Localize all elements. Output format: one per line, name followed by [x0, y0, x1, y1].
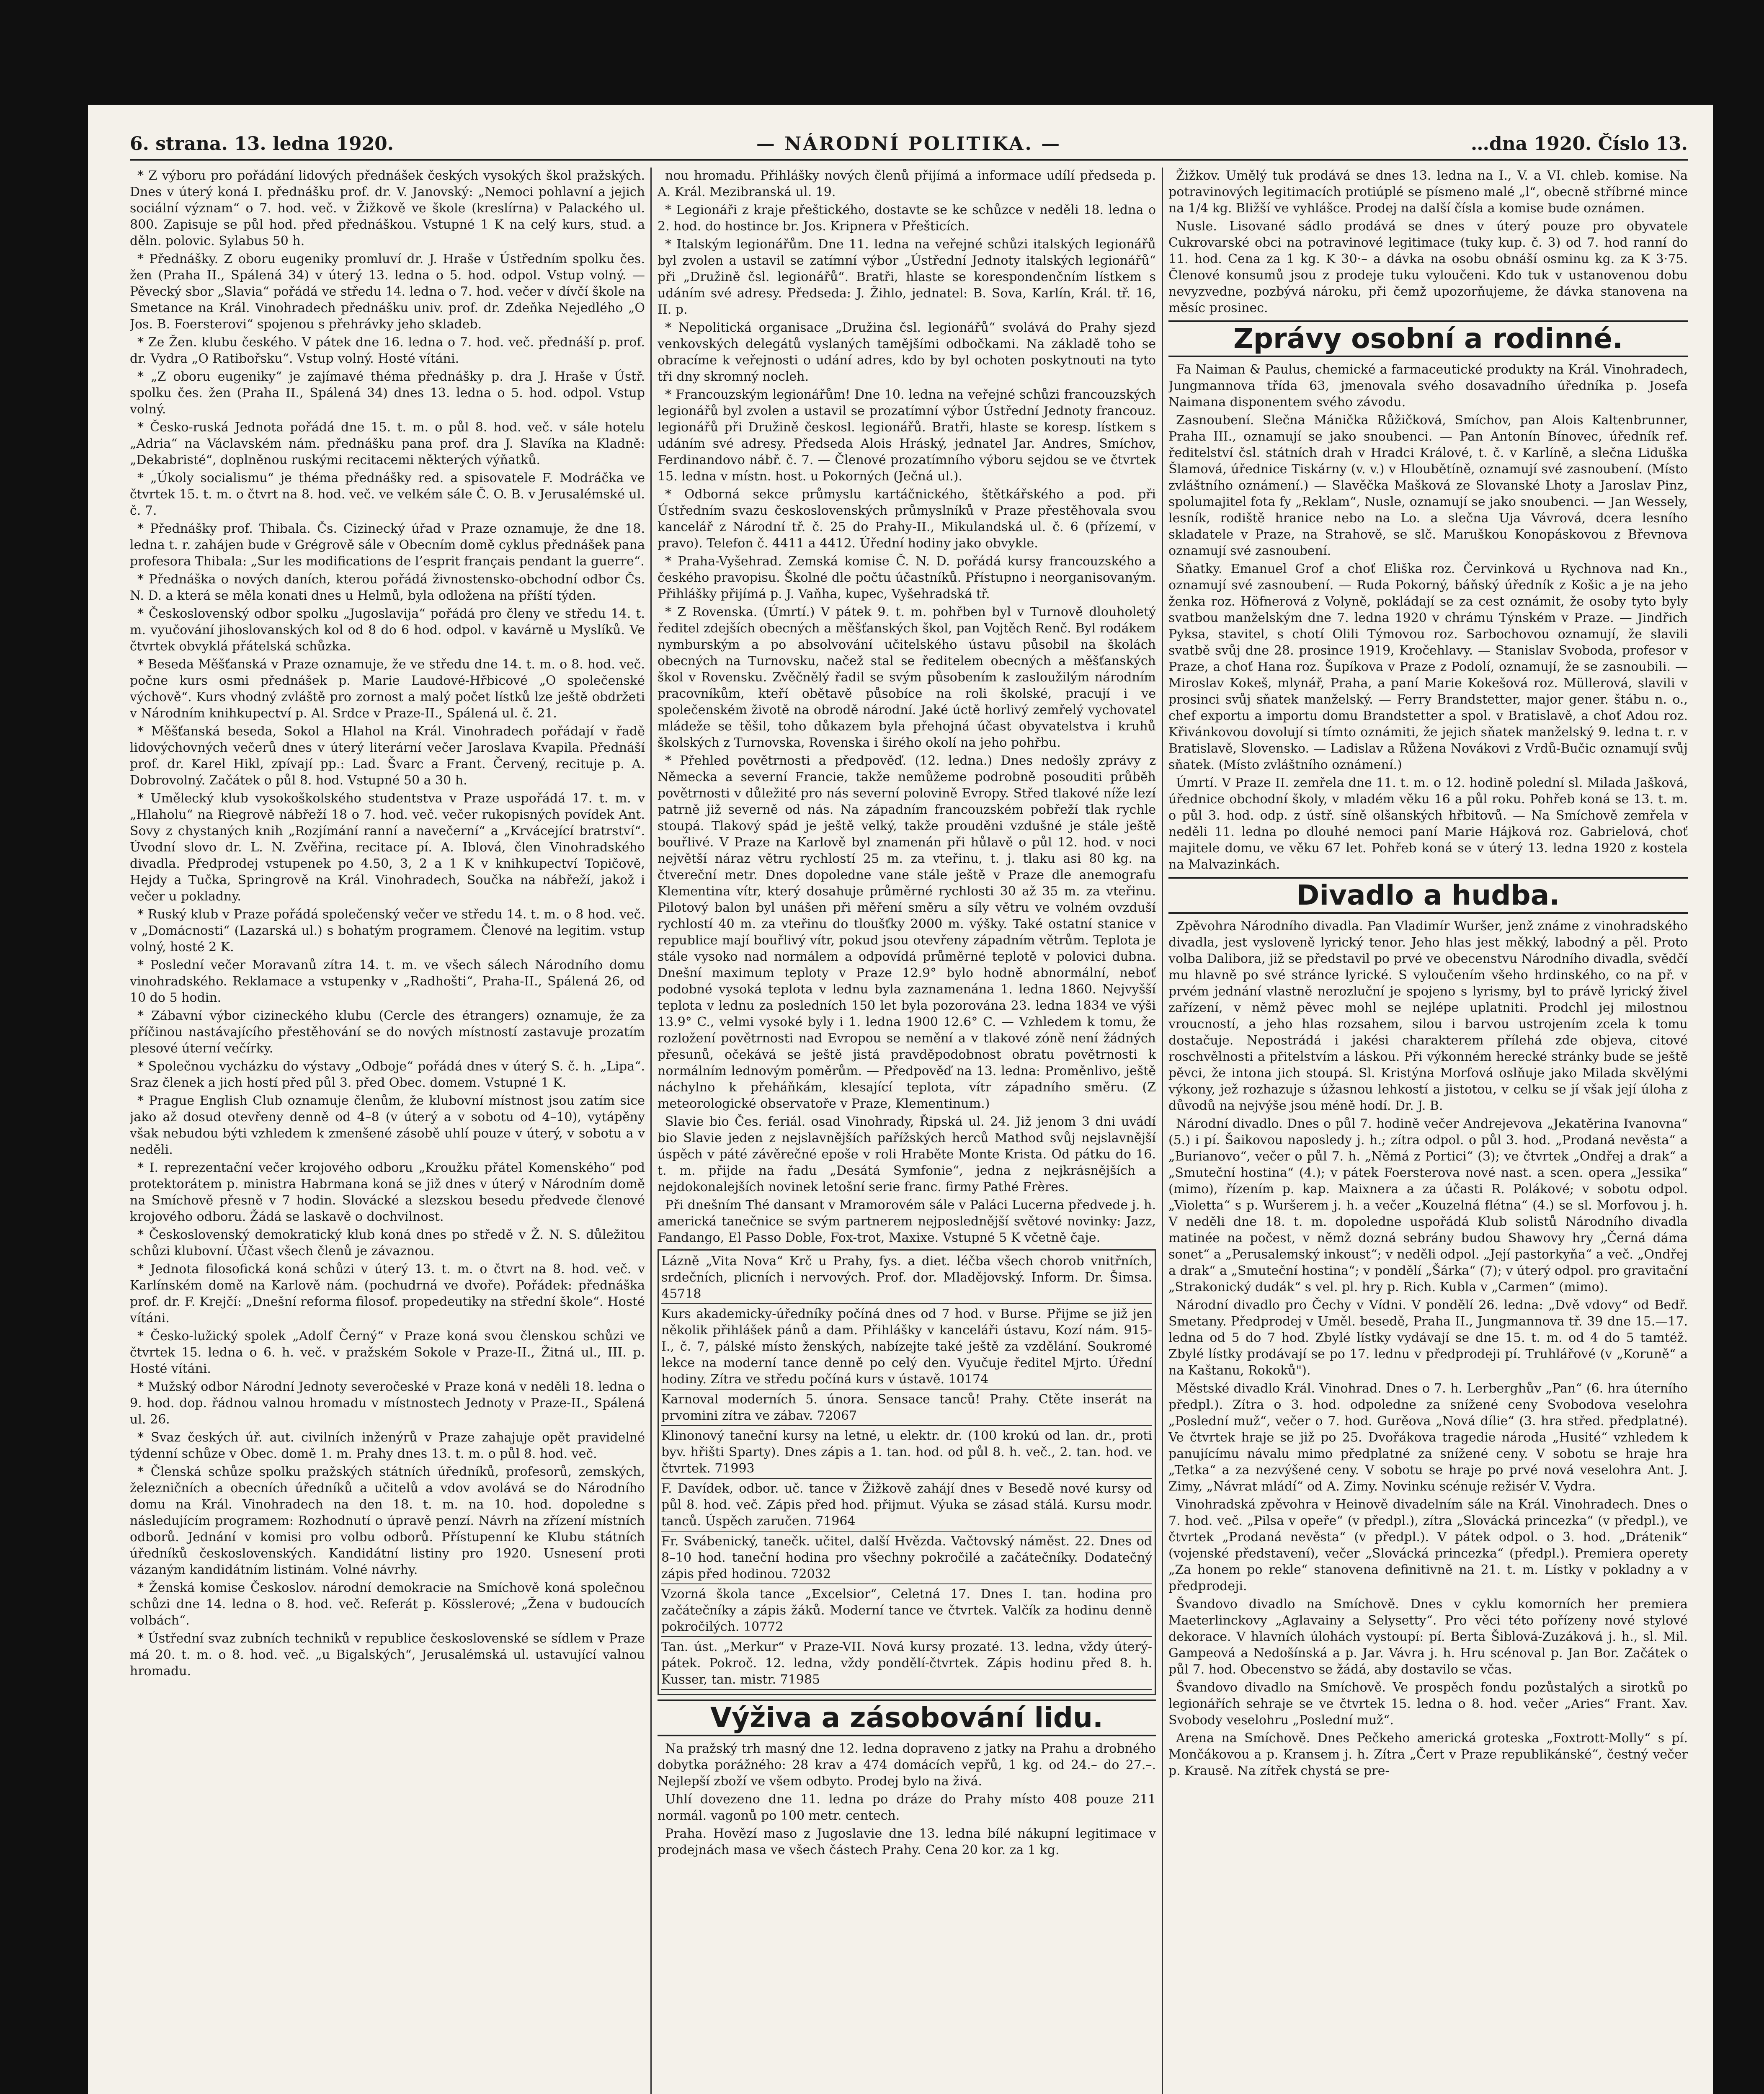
column-2 [658, 168, 1156, 2094]
news-item: Nusle. Lisované sádlo prodává se dnes v úterý pouze pro obyvatele Cukrovarské obci na potravinové legitimace (tuky kup. č. 3) od 7. hod ranní do 11. hod. Cena za 1 kg. K 30·– a dávka na osobu obnáší osminu kg. za K 3·75. Členové konsumů jsou z prodeje tuku vyloučeni. Kdo tuk v ustanovenou dobu nevyzvedne, pozbývá nároku, při čemž upozorňujeme, že dávka stanovena na měsíc prosinec. [1168, 219, 1688, 315]
news-item: * „Úkoly socialismu“ je théma přednášky red. a spisovatele F. Modráčka ve čtvrtek 15. t. m. o čtvrt na 8. hod. več. ve velkém sále Č. O. B. v Jerusalémské ul. č. 7. [130, 471, 645, 518]
section-heading-divadlo: Divadlo a hudba. [1168, 877, 1688, 914]
news-item: Fa Naiman & Paulus, chemické a farmaceutické produkty na Král. Vinohradech, Jungmannova třída 63, jmenovala svého dosavadního úředníka p. Josefa Naimana disponentem svého závodu. [1168, 362, 1688, 410]
column-divider [1162, 168, 1163, 2094]
news-item: * Legionáři z kraje přeštického, dostavte se ke schůzce v neděli 18. ledna o 2. hod. do hostince br. Jos. Kripnera v Přešticích. [658, 203, 1156, 234]
running-header [130, 130, 1688, 161]
section-heading-zpravy: Zprávy osobní a rodinné. [1168, 320, 1688, 357]
issue-number: …dna 1920. Číslo 13. [1470, 133, 1688, 155]
dance-notice: Při dnešním Thé dansant v Mramorovém sále v Paláci Lucerna předvede j. h. americká tanečnice se svým partnerem nejposlednější světové novinky: Jazz, Fandango, El Passo Doble, Fox-trot, Maxixe. Vstupné 5 K včetně čaje. [658, 1198, 1156, 1245]
news-item: * Odborná sekce průmyslu kartáčnického, štětkářského a pod. při Ústředním svazu československých průmyslníků v Praze přestěhovala svou kancelář z Národní tř. č. 25 do Prahy-II., Mikulandská ul. č. 6 (přízemí, v pravo). Telefon č. 4411 a 4412. Úřední hodiny jako obvykle. [658, 487, 1156, 551]
column-1 [130, 168, 645, 2094]
news-item: * Přednáška o nových daních, kterou pořádá živnostensko-obchodní odbor Čs. N. D. a která se měla konati dnes u Helmů, byla odložena na příští týden. [130, 572, 645, 603]
news-item: * Italským legionářům. Dne 11. ledna na veřejné schůzi italských legionářů byl zvolen a ustavil se zatímní výbor „Ústřední Jednoty italských legionářů“ při „Družině čsl. legionářů“. Bratři, hlaste se korespondenčním lístkem s udáním své adresy. Předseda: J. Žihlo, jednatel: B. Sova, Karlín, Král. tř. 16, II. p. [658, 237, 1156, 317]
theatre-item: Městské divadlo Král. Vinohrad. Dnes o 7. h. Lerberghův „Pan“ (6. hra úterního předpl.). Zítra o 3. hod. odpoledne za snížené ceny Svobodova veselohra „Poslední muž“, večer o 7. hod. Gurěova „Nová dílie“ (3. hra střed. předplatné). Ve čtvrtek hraje se již po 25. Dvořákova tragedie národa „Husité“ vzhledem k panujícímu návalu mimo předplatné za snížené ceny. V sobotu se hraje hra „Tetka“ a za nezvýšené ceny. V sobotu se hraje po prvé nová veselohra Ant. J. Zimy, „Návrat mládí“ od A. Zimy. Novinku scénuje režisér V. Vydra. [1168, 1381, 1688, 1494]
news-item: * Česko-lužický spolek „Adolf Černý“ v Praze koná svou členskou schůzi ve čtvrtek 15. ledna o 6. h. več. v pražském Sokole v Praze-II., Žitná ul., III. p. Hosté vítáni. [130, 1329, 645, 1376]
news-item: * Přednášky. Z oboru eugeniky promluví dr. J. Hraše v Ústředním spolku čes. žen (Praha II., Spálená 34) v úterý 13. ledna o 5. hod. odpol. Vstup volný. — Pěvecký sbor „Slavia“ pořádá ve středu 14. ledna o 7. hod. večer v dívčí škole na Smetance na Král. Vinohradech přednášku univ. prof. dr. Zdeňka Nejedlého „O Jos. B. Foersterovi“ spojenou s přehrávky jeho skladeb. [130, 252, 645, 332]
news-item: nou hromadu. Přihlášky nových členů přijímá a informace udílí předseda p. A. Král. Mezibranská ul. 19. [658, 168, 1156, 199]
column-3 [1168, 168, 1688, 2094]
news-item: * Zábavní výbor cizineckého klubu (Cercle des étrangers) oznamuje, že za příčinou nastávajícího přestěhování se do nových místností zastavuje prozatím plesové úterní večírky. [130, 1008, 645, 1056]
classified-ad: Fr. Svábenický, tanečk. učitel, další Hvězda. Vačtovský náměst. 22. Dnes od 8–10 hod. taneční hodina pro všechny pokročilé a začátečníky. Dodatečný zápis před hodinou. 72032 [661, 1533, 1152, 1584]
news-item: Úmrtí. V Praze II. zemřela dne 11. t. m. o 12. hodině polední sl. Milada Jašková, úřednice obchodní školy, v mladém věku 16 a půl roku. Pohřeb koná se 13. t. m. o půl 3. hod. odp. z ústř. síně olšanských hřbitovů. — Na Smíchově zemřela v neděli 11. ledna po dlouhé nemoci paní Marie Hájková roz. Gabrielová, choť majitele domu, ve věku 67 let. Pohřeb koná se v úterý 13. ledna 1920 z kostela na Malvazinkách. [1168, 776, 1688, 872]
classified-ad: Vzorná škola tance „Excelsior“, Celetná 17. Dnes I. tan. hodina pro začátečníky a zápis žáků. Moderní tance ve čtvrtek. Valčík za hodinu denně pokročilých. 10772 [661, 1586, 1152, 1637]
classified-ad: Karnoval moderních 5. února. Sensace tanců! Prahy. Ctěte inserát na prvomini zítra ve zábav. 72067 [661, 1391, 1152, 1426]
classified-ad: Lázně „Vita Nova“ Krč u Prahy, fys. a diet. léčba všech chorob vnitřních, srdečních, plicních i nervových. Prof. dor. Mladějovský. Inform. Dr. Šimsa. 45718 [661, 1253, 1152, 1304]
news-item: * Ruský klub v Praze pořádá společenský večer ve středu 14. t. m. o 8 hod. več. v „Domácnosti“ (Lazarská ul.) s bohatým programem. Členové na legitim. vstup volný, hosté 2 K. [130, 907, 645, 954]
news-item: * Poslední večer Moravanů zítra 14. t. m. ve všech sálech Národního domu vinohradského. Reklamace a vstupenky v „Radhošti“, Praha-II., Spálená 26, od 10 do 5 hodin. [130, 958, 645, 1005]
theatre-item: Národní divadlo. Dnes o půl 7. hodině večer Andrejevova „Jekatěrina Ivanovna“ (5.) i pí. Šaikovou naposledy j. h.; zítra odpol. o půl 3. hod. „Prodaná nevěsta“ a „Burianovo“, večer o půl 7. h. „Němá z Portici“ (3); ve čtvrtek „Ondřej a drak“ a „Smuteční hostina“ (4.); v pátek Foersterova nové nast. a scen. opera „Jessika“ (mimo), řízením p. kap. Maixnera a za účasti R. Polákové; v sobotu odpol. „Violetta“ s p. Wuršerem j. h. a večer „Kouzelná flétna“ (4.) se sl. Morfovou j. h. V neděli dne 18. t. m. dopoledne uspořádá Klub solistů Národního divadla matinée na počest, v němž dozná sebrány budou Shawovy hry „Černá dáma sonet“ a „Perusalemský inkoust“; v neděli odpol. „Její pastorkyňa“ a več. „Ondřej a drak“ a „Smuteční hostina“; v pondělí „Šárka“ (7); v úterý odpol. pro gravitační „Strakonický dudák“ s vel. pl. hry p. Rich. Kubla v „Carmen“ (mimo). [1168, 1117, 1688, 1295]
news-item: * Měšťanská beseda, Sokol a Hlahol na Král. Vinohradech pořádají v řadě lidovýchovných večerů dnes v úterý literární večer Jaroslava Kvapila. Přednáší prof. dr. Karel Hikl, zpívají pp.: Lad. Švarc a Frant. Červený, recituje p. A. Dobrovolný. Začátek o půl 8. hod. Vstupné 50 a 30 h. [130, 724, 645, 788]
news-item: * Praha-Vyšehrad. Zemská komise Č. N. D. pořádá kursy francouzského a českého pravopisu. Školné dle počtu účastníků. Přístupno i neorganisovaným. Přihlášky přijímá p. J. Vaňha, kupec, Vyšehradská tř. [658, 554, 1156, 601]
news-item: * Ze Žen. klubu českého. V pátek dne 16. ledna o 7. hod. več. přednáší p. prof. dr. Vydra „O Ratibořsku“. Vstup volný. Hosté vítáni. [130, 335, 645, 366]
cinema-notice: Slavie bio Čes. feriál. osad Vinohrady, Řipská ul. 24. Již jenom 3 dni uvádí bio Slavie jeden z nejslavnějších pařížských herců Mathod svůj nejslavnější úspěch v páté závěrečné epoše v roli Hraběte Monte Krista. Od pátku do 16. t. m. přijde na řadu „Desátá Symfonie“, jedna z nejkrásnějších a nejdokonalejších novinek letošní serie franc. firmy Pathé Frères. [658, 1114, 1156, 1194]
news-item: * Česko-ruská Jednota pořádá dne 15. t. m. o půl 8. hod. več. v sále hotelu „Adria“ na Václavském nám. přednášku pana prof. dra J. Slavíka na Kladně: „Dekabristé“, doplněnou ruskými recitacemi některých výňatků. [130, 420, 645, 467]
section-heading-vyziva: Výživa a zásobování lidu. [658, 1699, 1156, 1736]
news-item: * Ženská komise Českoslov. národní demokracie na Smíchově koná společnou schůzi dne 14. ledna o 8. hod. več. Referát p. Kösslerové; „Žena v budoucích volbách“. [130, 1581, 645, 1628]
news-item: * Československý demokratický klub koná dnes po středě v Ž. N. S. důležitou schůzi klubovní. Účast všech členů je závaznou. [130, 1228, 645, 1258]
news-item: Zasnoubení. Slečna Mánička Růžičková, Smíchov, pan Alois Kaltenbrunner, Praha III., oznamují se jako snoubenci. — Pan Antonín Bínovec, úředník ref. ředitelství čsl. státních drah v Hradci Králové, t. č. v Karlíně, a slečna Liduška Šlamová, úřednice Tiskárny (v. v.) v Hloubětíně, oznamují své zasnoubení. (Místo zvláštního oznámení.) — Slavěčka Mašková ze Slovanské Lhoty a Jaroslav Pinz, spolumajitel fota fy „Reklam“, Nusle, oznamují se jako snoubenci. — Jan Wessely, lesník, rodiště hranice nebo na Lo. a slečna Uja Vávrová, dcera lesního skladatele v Praze, na Strahově, se slč. Maruškou Konopáskovou z Břevnova oznamují své zasnoubení. [1168, 413, 1688, 558]
news-item: Sňatky. Emanuel Grof a choť Eliška roz. Červinková u Rychnova nad Kn., oznamují své zasnoubení. — Ruda Pokorný, báňský úředník z Košic a je na jeho ženka roz. Höfnerová z Volyně, pokládají se za cest oznámit, že osoby tyto byly svatbou manželským dne 7. ledna 1920 v chrámu Týnském v Praze. — Jindřich Pyksa, stavitel, s chotí Olili Týmovou roz. Sarbochovou oznamují, že slavili svatbě svůj dne 28. prosince 1919, Kročehlavy. — Stanislav Svoboda, profesor v Praze, a choť Hana roz. Šupíkova v Praze z Podolí, oznamují, že se zasnoubili. — Miroslav Kokeš, mlynář, Praha, a paní Marie Kokešová roz. Müllerová, slavili v prosinci svůj sňatek manželský. — Ferry Brandstetter, major gener. štábu n. o., chef exportu a importu domu Brandstetter a spol. v Bratislavě, a choť Adou roz. Křivánkovou dovolují si tímto oznámiti, že jejich sňatek manželský 9. ledna t. r. v Bratislavě, Slovensko. — Ladislav a Růžena Novákovi z Vrdů-Bučic oznamují svůj sňatek. (Místo zvláštního oznámení.) [1168, 562, 1688, 772]
news-item: * „Z oboru eugeniky“ je zajímavé théma přednášky p. dra J. Hraše v Ústř. spolku čes. žen (Praha II., Spálená 34) dnes 13. ledna o 5. hod. odpol. Vstup volný. [130, 369, 645, 417]
page-date: 6. strana. 13. ledna 1920. [130, 133, 394, 155]
news-item: * Jednota filosofická koná schůzi v úterý 13. t. m. o čtvrt na 8. hod. več. v Karlínském domě na Karlově nám. (pochudrná ve dvoře). Pořádek: přednáška prof. dr. F. Krejčí: „Dnešní reforma filosof. propedeutiky na střední škole“. Hosté vítáni. [130, 1262, 645, 1326]
news-item: Na pražský trh masný dne 12. ledna dopraveno z jatky na Prahu a drobného dobytka porážného: 28 krav a 474 domácích vepřů, 1 kg. od 24.– do 27.–. Nejlepší zboží ve všem odbyto. Prodej bylo na živá. [658, 1741, 1156, 1789]
news-item: * Československý odbor spolku „Jugoslavija“ pořádá pro členy ve středu 14. t. m. vyučování jihoslovanských kol od 8 do 6 hod. odpol. v kavárně u Myslíků. Ve čtvrtek obvyklá přátelská schůzka. [130, 606, 645, 654]
news-item: Žižkov. Umělý tuk prodává se dnes 13. ledna na I., V. a VI. chleb. komise. Na potravinových legitimacích protiúplé se písmeno malé „l“, obecně stříbrné mince na 1/4 kg. Bližší ve vyhlášce. Prodej na další čísla a komise bude oznámen. [1168, 168, 1688, 216]
news-item: * Umělecký klub vysokoškolského studentstva v Praze uspořádá 17. t. m. v „Hlaholu“ na Riegrově nábřeží 18 o 7. hod. več. večer rukopisných povídek Ant. Sovy z chystaných knih „Rozjímání ranní a navečerní“ a „Krvácející bratrství“. Úvodní slovo dr. L. N. Zvěřina, recitace pí. A. Iblová, člen Vinohradského divadla. Předprodej vstupenek po 4.50, 3, 2 a 1 K v knihkupectví Topičově, Hejdy a Tučka, Springrově na Král. Vinohradech, Součka na nábřeží, jakož i večer u pokladny. [130, 791, 645, 904]
news-item: Praha. Hovězí maso z Jugoslavie dne 13. ledna bílé nákupní legitimace v prodejnách masa ve všech částech Prahy. Cena 20 kor. za 1 kg. [658, 1826, 1156, 1857]
classified-ad: F. Davídek, odbor. uč. tance v Žižkově zahájí dnes v Besedě nové kursy od půl 8. hod. več. Zápis před hod. přijmut. Výuka se zásad stálá. Kursu modr. tanců. Úspěch zaručen. 71964 [661, 1480, 1152, 1532]
theatre-item: Národní divadlo pro Čechy v Vídni. V pondělí 26. ledna: „Dvě vdovy“ od Bedř. Smetany. Předprodej v Uměl. besedě, Praha II., Jungmannova tř. 39 dne 15.—17. ledna od 5 do 7 hod. Zbylé lístky vydávají se dne 15. t. m. od 4 do 5 tamtéž. Zbylé lístky prodávají se po 17. lednu v předprodeji pí. Truhlářové (v „Koruně“ a na Kaštanu, Rokoků"). [1168, 1298, 1688, 1378]
news-item: * Členská schůze spolku pražských státních úředníků, profesorů, zemských, železničních a obecních úředníků a učitelů a vdov avolává se do Národního domu na Král. Vinohradech na den 18. t. m. na 10. hod. dopoledne s následujícím programem: Rozhodnutí o úpravě penzí. Návrh na zřízení místních odborů. Jednání v komisi pro volbu odborů. Přístupenní ke Klubu státních úředníků československých. Kandidátní listiny pro 1920. Usnesení proti vázaným kandidátním listinám. Volné návrhy. [130, 1465, 645, 1577]
news-item: * Nepolitická organisace „Družina čsl. legionářů“ svolává do Prahy sjezd venkovských delegátů vyslaných tamějšími odbočkami. Na základě toho se obracíme k veřejnosti o udání adres, kdo by byl ochoten poskytnouti na tyto tři dny skromný nocleh. [658, 320, 1156, 384]
classified-ads [658, 1249, 1156, 1695]
news-item: * Společnou vycházku do výstavy „Odboje“ pořádá dnes v úterý S. č. h. „Lipa“. Sraz členek a jich hostí před půl 3. před Obec. domem. Vstupné 1 K. [130, 1059, 645, 1090]
news-item: * Ústřední svaz zubních techniků v republice československé se sídlem v Praze má 20. t. m. o 8. hod. več. „u Bigalských“, Jerusalémská ul. ustavující valnou hromadu. [130, 1631, 645, 1679]
news-item: * I. reprezentační večer krojového odboru „Kroužku přátel Komenského“ pod protektorátem p. ministra Habrmana koná se již dnes v úterý v Národním domě na Smíchově přesně v 7 hodin. Slovácké a slezskou besedu předvede členové krojového odboru. Žádá se laskavě o dochvilnost. [130, 1160, 645, 1224]
news-item: * Prague English Club oznamuje členům, že klubovní místnost jsou zatím sice jako až dosud otevřeny denně od 4–8 (v úterý a v sobotu od 4–10), vytápěny však nebudou býti vzhledem k zmenšené zásobě uhlí pouze v úterý, v sobotu a v neděli. [130, 1093, 645, 1157]
news-item: * Přednášky prof. Thibala. Čs. Cizinecký úřad v Praze oznamuje, že dne 18. ledna t. r. zahájen bude v Grégrově sále v Obecním domě cyklus přednášek pana profesora Thibala: „Sur les modifications de l’esprit français pendant la guerre“. [130, 521, 645, 569]
classified-ad: Tan. úst. „Merkur“ v Praze-VII. Nová kursy prozaté. 13. ledna, vždy úterý-pátek. Pokroč. 12. ledna, vždy pondělí-čtvrtek. Zápis hodinu před 8. h. Kusser, tan. mistr. 71985 [661, 1639, 1152, 1690]
news-item: * Svaz českých úř. aut. civilních inženýrů v Praze zahajuje opět pravidelné týdenní schůze v Obec. domě 1. m. Prahy dnes 13. t. m. o půl 8. hod. več. [130, 1430, 645, 1461]
news-item: * Mužský odbor Národní Jednoty severočeské v Praze koná v neděli 18. ledna o 9. hod. dop. řádnou valnou hromadu v místnostech Jednoty v Praze-II., Spálená ul. 26. [130, 1380, 645, 1427]
news-item: * Francouzským legionářům! Dne 10. ledna na veřejné schůzi francouzských legionářů byl zvolen a ustavil se prozatímní výbor Ústřední Jednoty francouz. legionářů při Družině českosl. legionářů. Bratři, hlaste se koresp. lístkem s udáním své adresy. Předseda Alois Hráský, jednatel Jar. Andres, Smíchov, Ferdinandovo nábř. č. 7. — Členové prozatímního výboru sejdou se ve čtvrtek 15. ledna v místn. host. u Pokorných (Ječná ul.). [658, 387, 1156, 484]
news-item: * Z výboru pro pořádání lidových přednášek českých vysokých škol pražských. Dnes v úterý koná I. přednášku prof. dr. V. Janovský: „Nemoci pohlavní a jejich sociální význam“ o 7. hod. več. v Žižkově ve škole (kreslírna) v Palackého ul. 800. Zapisuje se půl hod. před přednáškou. Vstupné 1 K na celý kurs, stud. a děln. polovic. Sylabus 50 h. [130, 168, 645, 248]
theatre-item: Vinohradská zpěvohra v Heinově divadelním sále na Král. Vinohradech. Dnes o 7. hod. več. „Pilsa v opeře“ (v předpl.), zítra „Slovácká princezka“ (v předpl.), ve čtvrtek „Prodaná nevěsta“ (v předpl.). V pátek odpol. o 3. hod. „Drátenik“ (vojenské představení), večer „Slovácká princezka“ (předpl.). Premiera operety „Za honem po rekle“ stanovena definitivně na 21. t. m. Lístky v pokladny a v předprodeji. [1168, 1497, 1688, 1594]
theatre-item: Arena na Smíchově. Dnes Pečkeho americká groteska „Foxtrott-Molly“ s pí. Mončákovou a p. Kransem j. h. Zítra „Čert v Praze republikánské“, čestný večer p. Krausě. Na zítřek chystá se pre- [1168, 1731, 1688, 1778]
masthead-title: — NÁRODNÍ POLITIKA. — [756, 133, 1062, 155]
column-divider [650, 168, 652, 2094]
theatre-item: Zpěvohra Národního divadla. Pan Vladimír Wuršer, jenž známe z vinohradského divadla, jest vysloveně lyrický tenor. Jeho hlas jest měkký, labodný a pěl. Proto volba Dalibora, již se představil po prvé ve obecenstvu Národního divadla, svědčí mu hlavně po své stránce lyrické. S vyloučením všeho hrdinského, co na př. v prvém jednání vlastně nerozluční je spojeno s lyrismy, byl to právě lyrický živel zařízení, v němž pěvec mohl se nejlépe uplatniti. Prodchl jej milostnou vroucností, a jeho hlas rozsahem, silou i barvou ustrojením zcela k tomu dostačuje. Nepostrádá i jakési charakterem přílehá zde objeva, citové roschvělnosti a přitelstvím a láskou. Při výkonném herecké stránky bude se ještě pěvci, že intona jich stoupá. Sl. Kristýna Morfová oslňuje jako Milada skvělými výkony, jež rozhazuje s úžasnou lehkostí a jistotou, v celku se jí však její úloha z důvodů na nejvýše jsou méně hodí. Dr. J. B. [1168, 919, 1688, 1113]
classified-ad: Kurs akademicky-úředníky počíná dnes od 7 hod. v Burse. Přijme se již jen několik přihlášek pánů a dam. Přihlášky v kanceláři ústavu, Kozí nám. 915-I., č. 7, pálské místo ženských, nabízejte také ještě za vzdělání. Soukromé lekce na moderní tance denně po celý den. Vyučuje ředitel Mjrto. Úřední hodiny. Zítra ve středu počíná kurs v ústavě. 10174 [661, 1306, 1152, 1390]
newspaper-page [88, 105, 1713, 2094]
classified-ad: Klinonový taneční kursy na letné, u elektr. dr. (100 krokú od lan. dr., proti byv. hřišti Sparty). Dnes zápis a 1. tan. hod. od půl 8. h. več., 2. tan. hod. ve čtvrtek. 71993 [661, 1428, 1152, 1479]
theatre-item: Švandovo divadlo na Smíchově. Ve prospěch fondu pozůstalých a sirotků po legionářích sehraje se ve čtvrtek 15. ledna o 8. hod. večer „Aries“ Frant. Xav. Svobody veselohru „Poslední muž“. [1168, 1680, 1688, 1728]
news-item: Uhlí dovezeno dne 11. ledna po dráze do Prahy místo 408 pouze 211 normál. vagonů po 100 metr. centech. [658, 1792, 1156, 1823]
weather-report: * Přehled povětrnosti a předpověď. (12. ledna.) Dnes nedošly zprávy z Německa a severní Francie, takže nemůžeme podrobně posouditi průběh povětrnosti v důležité pro nás severní polovině Evropy. Střed tlakové níže lezí patrně již severně od nás. Na západním francouzském pobřeží tlak rychle stoupá. Tlakový spád je ještě velký, takže prouděni vzdušné je stále ještě bouřlivé. V Praze na Karlově byl znamenán při hůlavě o půl 12. hod. v noci největší náraz větru rychlostí 25 m. za vteřinu, t. j. tlaku asi 80 kg. na čtvereční metr. Dnes dopoledne vane stále ještě v Praze dle anemografu Klementina vítr, který dosahuje průměrné rychlosti 30 až 35 m. za vteřinu. Pilotový balon byl unášen při měření směru a síly větru ve volném ovzduší rychlostí 40 m. za vteřinu do tloušťky 2000 m. výšky. Také ostatní stanice v republice mají bouřlivý vítr, pokud jsou otevřeny západním větrům. Teplota je stále vysoko nad normálem a odpovídá průměrné teplotě v polovici dubna. Dnešní maximum teploty v Praze 12.9° bylo hodně abnormální, neboť podobné vysoká teplota v lednu byla zaznamenána 1. ledna 1860. Nejvyšší teplota v lednu za posledních 150 let byla pozorována 23. ledna 1834 ve výši 13.9° C., velmi vysoké byly i 1. ledna 1900 12.6° C. — Vzhledem k tomu, že rozložení povětrnosti nad Evropou se nemění a v tlakové zóně není žádných přesunů, očekává se ještě jistá pravděpodobnost obratu povětrnosti k normálním lednovým poměrům. — Předpověď na 13. ledna: Proměnlivo, ještě náchylno k přeháňkám, klesající teplota, vítr západního směru. (Z meteorologické observatoře v Praze, Klementinum.) [658, 753, 1156, 1111]
news-item: * Beseda Měšťanská v Praze oznamuje, že ve středu dne 14. t. m. o 8. hod. več. počne kurs osmi přednášek p. Marie Laudové-Hřbicové „O společenské výchově“. Kurs vhodný zvláště pro zornost a malý počet lístků lze ještě obdržeti v Národním knihkupectví p. Al. Srdce v Praze-II., Spálená ul. č. 21. [130, 657, 645, 721]
news-item: * Z Rovenska. (Úmrtí.) V pátek 9. t. m. pohřben byl v Turnově dlouholetý ředitel zdejších obecných a měšťanských škol, pan Vojtěch Renč. Byl rodákem nymburským a po absolvování učitelského ústavu působil na školách obecných na Turnovsku, načež stal se ředitelem obecných a měšťanských škol v Rovensku. Zvěčnělý řadil se svým působením k zasloužilým národním pracovníkům, kteří obětavě působíce na roli školské, pracují i ve společenském životě na obrodě národní. Jaké úctě horlivý zemřelý vychovatel mládeže se těšil, toho důkazem byla přehojná účast obyvatelstva i kruhů školských z Turnovska, Rovenska i širého okolí na jeho pohřbu. [658, 605, 1156, 750]
theatre-item: Švandovo divadlo na Smíchově. Dnes v cyklu komorních her premiera Maeterlinckovy „Aglavainy a Selysetty“. Pro věci této pořízeny nové stylové dekorace. V hlavních úlohách vystoupí: pí. Berta Šiblová-Zuzáková j. h., sl. Mil. Gampeová a Nedošínská a p. Jar. Vávra j. h. Hru scénoval p. Jan Bor. Začátek o půl 7. hod. Obecenstvo se žádá, aby dostavilo se včas. [1168, 1597, 1688, 1677]
